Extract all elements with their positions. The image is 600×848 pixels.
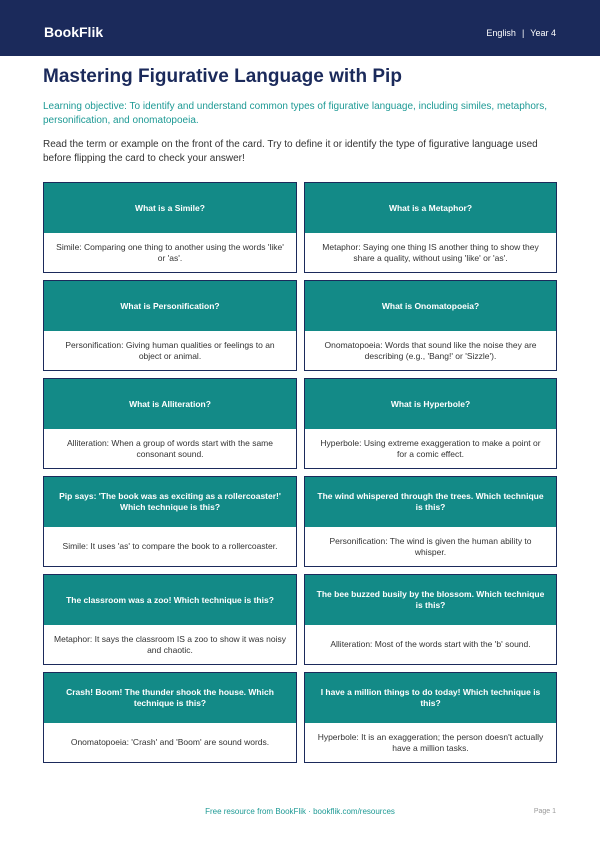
top-bar [0,0,600,56]
year-label: Year 4 [530,28,556,38]
card-back: Simile: It uses 'as' to compare the book to a rollercoaster. [44,527,296,566]
flashcard[interactable] [43,574,297,665]
card-front: What is Personification? [44,281,296,331]
flashcard[interactable] [304,280,557,371]
card-back: Alliteration: When a group of words start with the same consonant sound. [44,429,296,468]
flashcard[interactable] [304,182,557,273]
card-front: Crash! Boom! The thunder shook the house. Which technique is this? [44,673,296,723]
flashcard[interactable] [43,378,297,469]
flashcard[interactable] [43,280,297,371]
card-front: The bee buzzed busily by the blossom. Which technique is this? [305,575,556,625]
card-front: What is Alliteration? [44,379,296,429]
card-back: Simile: Comparing one thing to another using the words 'like' or 'as'. [44,233,296,272]
page-title: Mastering Figurative Language with Pip [43,66,402,87]
flashcard[interactable] [43,476,297,567]
card-back: Personification: The wind is given the human ability to whisper. [305,527,556,566]
card-front: Pip says: 'The book was as exciting as a rollercoaster!' Which technique is this? [44,477,296,527]
header-meta [486,28,556,38]
card-back: Metaphor: It says the classroom IS a zoo to show it was noisy and chaotic. [44,625,296,664]
card-back: Alliteration: Most of the words start with the 'b' sound. [305,625,556,664]
meta-separator: | [521,28,525,38]
subject-label: English [486,28,516,38]
card-back: Onomatopoeia: 'Crash' and 'Boom' are sound words. [44,723,296,762]
page-number: Page 1 [533,808,556,815]
instructions: Read the term or example on the front of the card. Try to define it or identify the type of figurative language used before flipping the card to check your answer! [43,139,538,164]
learning-objective: Learning objective: To identify and understand common types of figurative language, including similes, metaphors, personification, and onomatopoeia. [43,101,547,126]
brand-logo: BookFlik [44,24,104,40]
flashcard-grid [43,182,557,763]
flashcard[interactable] [304,476,557,567]
card-front: The classroom was a zoo! Which technique is this? [44,575,296,625]
card-back: Hyperbole: Using extreme exaggeration to make a point or for a comic effect. [305,429,556,468]
card-front: What is a Simile? [44,183,296,233]
footer-link[interactable]: Free resource from BookFlik · bookflik.com/resources [205,807,395,816]
flashcard[interactable] [304,378,557,469]
flashcard[interactable] [43,182,297,273]
card-front: I have a million things to do today! Which technique is this? [305,673,556,723]
card-front: What is Hyperbole? [305,379,556,429]
flashcard[interactable] [43,672,297,763]
card-back: Personification: Giving human qualities or feelings to an object or animal. [44,331,296,370]
flashcard[interactable] [304,672,557,763]
card-back: Metaphor: Saying one thing IS another thing to show they share a quality, without using 'like' or 'as'. [305,233,556,272]
card-front: The wind whispered through the trees. Which technique is this? [305,477,556,527]
card-back: Onomatopoeia: Words that sound like the noise they are describing (e.g., 'Bang!' or 'Sizzle'). [305,331,556,370]
card-front: What is Onomatopoeia? [305,281,556,331]
card-front: What is a Metaphor? [305,183,556,233]
flashcard[interactable] [304,574,557,665]
card-back: Hyperbole: It is an exaggeration; the person doesn't actually have a million tasks. [305,723,556,762]
